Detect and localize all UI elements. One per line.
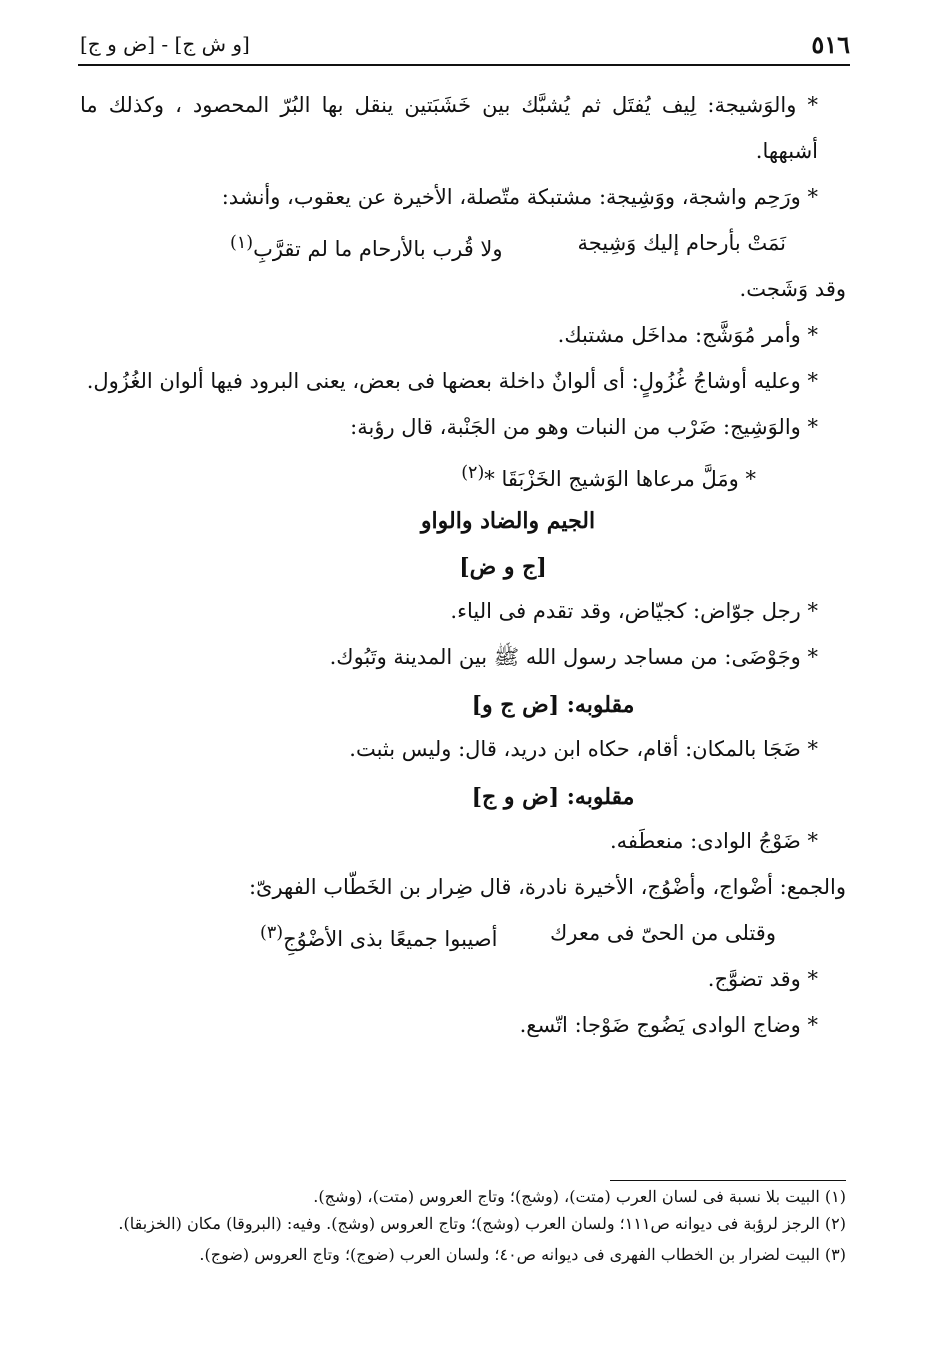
- paragraph-plural: والجمع: أضْواج، وأضْوُج، الأخيرة نادرة، قال ضِرار بن الخَطّاب الفهرىّ:: [248, 875, 846, 899]
- subheading-dwj: مقلوبه: [ض و ج]: [471, 784, 635, 810]
- verse-1-second-hemistich: ولا قُرب بالأرحام ما لم تقرَّبِ$^{(١)}$: [230, 233, 503, 261]
- page-header: [80, 30, 850, 64]
- main-text: [80, 82, 846, 1048]
- paragraph-washija: * والوَشيجة: لِيف يُفتَل ثم يُشبَّك بين خَشَبَتين ينقل بها البُرّ المحصود ، وكذلك ما أشبهها.: [80, 93, 818, 163]
- verse-3: [80, 910, 846, 956]
- footnote-mark-3: (٣): [260, 923, 284, 943]
- paragraph-daj: * وضاج الوادى يَضُوج ضَوْجا: اتّسع.: [519, 1013, 818, 1037]
- root-heading: [ج و ض]: [459, 554, 547, 580]
- footnote-mark-1: (١): [230, 233, 254, 253]
- footnote-rule: [610, 1180, 846, 1181]
- footnote-1: (١) البيت بلا نسبة فى لسان العرب (متت)، (وشج)؛ وتاج العروس (متت)، (وشج).: [313, 1187, 846, 1206]
- paragraph-daja: * ضَجَا بالمكان: أقام، حكاه ابن دريد، قال: وليس بثبت.: [349, 737, 818, 761]
- footnote-2: (٢) الرجز لرؤبة فى ديوانه ص١١١؛ ولسان العرب (وشج)؛ وتاج العروس (وشج). وفيه: (البروقا) مكان (الخزبقا).: [118, 1214, 846, 1233]
- running-head: [و ش ج] - [ض و ج]: [80, 32, 250, 56]
- paragraph-awshaj: * وعليه أوشاجُ غُزُولٍ: أى ألوانٌ داخلة بعضها فى بعض، يعنى البرود فيها ألوان الغُزُول.: [86, 369, 818, 393]
- verse-1: [80, 220, 846, 266]
- paragraph-washajat: وقد وَشَجت.: [739, 277, 846, 301]
- paragraph-rahim-washija: * ورَحِم واشجة، ووَشِيجة: مشتبكة متّصلة، الأخيرة عن يعقوب، وأنشد:: [221, 185, 818, 209]
- verse-1-first-hemistich: نَمَتْ بأرحام إليك وَشِيجة: [577, 231, 786, 255]
- section-heading: الجيم والضاد والواو: [420, 508, 596, 534]
- paragraph-jawwad: * رجل جوّاض: كجيّاض، وقد تقدم فى الياء.: [450, 599, 818, 623]
- footnote-mark-2: (٢): [461, 463, 485, 483]
- paragraph-muwashshaj: * وأمر مُوَشَّج: مداخَل مشتبك.: [557, 323, 818, 347]
- verse-2: * ومَلَّ مرعاها الوَشيج الخَزْبَقَا *$^{(٢)}$: [461, 463, 756, 491]
- subheading-dja: مقلوبه: [ض ج و]: [471, 692, 635, 718]
- footnotes: [80, 1183, 846, 1268]
- footnote-3: (٣) البيت لضرار بن الخطاب الفهرى فى ديوانه ص٤٠؛ ولسان العرب (ضوج)؛ وتاج العروس (ضوج).: [199, 1245, 846, 1264]
- page-number: ٥١٦: [811, 30, 850, 59]
- verse-3-second-hemistich: أصيبوا جميعًا بذى الأضْوُجِ$^{(٣)}$: [260, 923, 498, 951]
- verse-3-first-hemistich: وقتلى من الحىّ فى معرك: [549, 921, 776, 945]
- header-rule: [78, 64, 850, 66]
- paragraph-washij: * والوَشِيج: ضَرْب من النبات وهو من الجَنْبة، قال رؤبة:: [350, 415, 818, 439]
- paragraph-tadawwaj: * وقد تضوَّج.: [707, 967, 818, 991]
- paragraph-dawj: * ضَوْجُ الوادى: منعطَفه.: [609, 829, 818, 853]
- paragraph-jawda: * وجَوْضَى: من مساجد رسول الله ﷺ بين المدينة وتَبُوك.: [329, 645, 818, 669]
